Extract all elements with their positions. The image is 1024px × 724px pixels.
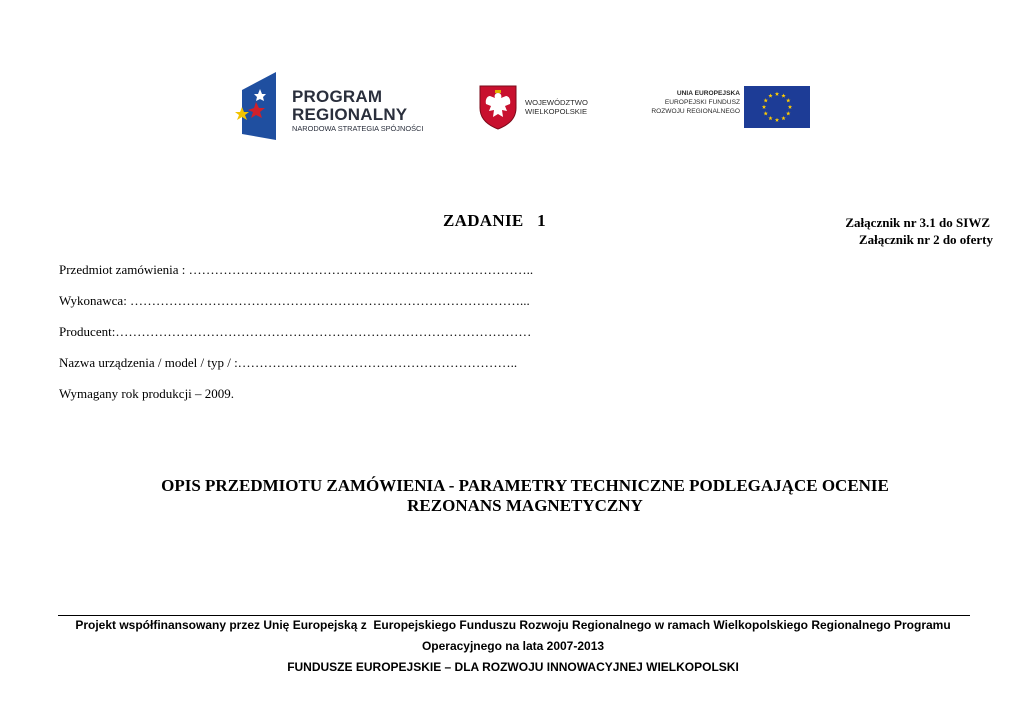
footer-divider <box>58 615 970 616</box>
fundusz-line: EUROPEJSKI FUNDUSZ <box>664 99 740 106</box>
rozwoju-line: ROZWOJU REGIONALNEGO <box>651 108 740 115</box>
document-title-line2: REZONANS MAGNETYCZNY <box>407 496 643 515</box>
producent-field: Producent:…………………………………………………………………………………… <box>59 324 532 339</box>
footer-line1: Projekt współfinansowany przez Unię Europejską z Europejskiego Funduszu Rozwoju Regionalnego w ramach Wielkopolskiego Regionalnego Programu <box>75 618 951 632</box>
footer-line3: FUNDUSZE EUROPEJSKIE – DLA ROZWOJU INNOWACYJNEJ WIELKOPOLSKI <box>287 660 739 674</box>
eagle-shield-icon <box>478 84 518 130</box>
document-title-line1: OPIS PRZEDMIOTU ZAMÓWIENIA - PARAMETRY TECHNICZNE PODLEGAJĄCE OCENIE <box>161 476 889 495</box>
zalacznik-oferta: Załącznik nr 2 do oferty <box>858 232 993 247</box>
wojewodztwo-text <box>525 98 588 116</box>
program-regionalny-logo <box>232 72 444 140</box>
program-regionalny-emblem-icon <box>232 72 276 140</box>
przedmiot-zamowienia-field: Przedmiot zamówienia : …………………………………………………………………….. <box>59 262 534 277</box>
eu-logo <box>626 86 812 130</box>
logo-regionalny-text: REGIONALNY <box>292 105 408 124</box>
rok-produkcji-text: Wymagany rok produkcji – 2009. <box>59 386 235 401</box>
nazwa-urzadzenia-field: Nazwa urządzenia / model / typ / :……………………………………………………….. <box>59 355 518 370</box>
zalacznik-siwz: Załącznik nr 3.1 do SIWZ <box>845 215 990 230</box>
wojewodztwo-line: WOJEWÓDZTWO <box>525 98 588 107</box>
eu-flag-icon <box>744 86 810 128</box>
wykonawca-field: Wykonawca: ………………………………………………………………………………... <box>59 293 530 308</box>
wielkopolskie-line: WIELKOPOLSKIE <box>525 107 588 116</box>
eu-text <box>651 89 740 116</box>
logo-strategia-text: NARODOWA STRATEGIA SPÓJNOŚCI <box>292 124 424 133</box>
wielkopolska-logo <box>478 84 598 130</box>
footer-line2: Operacyjnego na lata 2007-2013 <box>421 639 605 653</box>
zadanie-heading: ZADANIE 1 <box>443 211 546 230</box>
logo-program-text: PROGRAM <box>292 87 383 106</box>
unia-line: UNIA EUROPEJSKA <box>676 90 740 97</box>
